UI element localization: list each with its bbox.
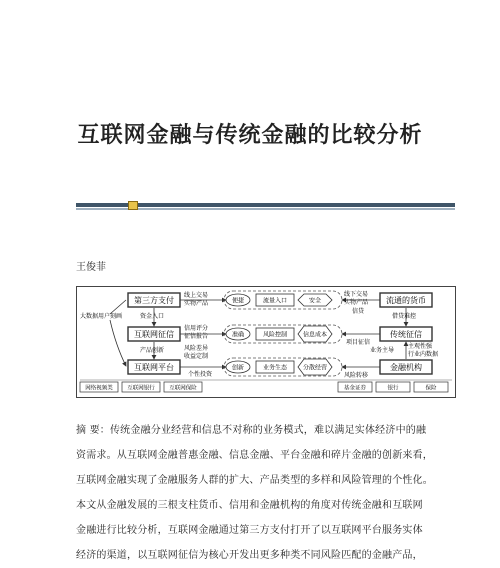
box-internet-platform-label: 互联网平台 [134,363,174,372]
box-financial-institution-label: 金融机构 [390,363,422,372]
bottom-insurance-label: 保险 [425,385,437,392]
label-product-innovation: 产品创新 [140,347,165,354]
label-fund-entry: 资金入口 [140,313,165,320]
box-traditional-credit-label: 传统征信 [390,330,422,339]
abstract-label: 摘 要： [76,425,110,436]
label-individual-invest: 个性投资 [188,371,213,378]
box-internet-credit-label: 互联网征信 [134,330,174,339]
label-return-custom: 收益定制 [184,353,209,360]
label-physical-product: 实物产品 [184,300,209,307]
oval-convenient-label: 便捷 [231,297,245,305]
bottom-bank-label: 银行 [387,385,399,392]
hex-info-cost-label: 信息成本 [302,331,328,339]
abstract-line: 互联网金融实现了金融服务人群的扩大、产品类型的多样和风险管理的个性化。 [76,475,433,486]
bottom-network-video-label: 网络视频类 [85,385,113,392]
label-offline-trade: 线下交易 [344,291,369,298]
box-risk-control-label: 风险控制 [262,331,288,339]
label-credit: 信贷 [352,308,365,315]
label-online-trade: 线上交易 [184,292,209,299]
abstract-line: 金融进行比较分析，互联网金融通过第三方支付打开了以互联网平台服务实体 [76,525,423,536]
hex-security-label: 安全 [308,297,322,305]
label-credit-score: 信用评分 [184,325,209,332]
label-business-led: 业务主导 [370,347,395,354]
label-risk-transfer: 风险转移 [344,372,369,379]
box-traffic-entry-label: 流量入口 [262,297,288,305]
label-lending-hard: 借贷难控 [392,313,417,320]
oval-innovative-label: 创新 [231,364,245,372]
bottom-fund-securities-label: 基金证券 [343,385,367,392]
author-name: 王俊菲 [76,262,106,273]
abstract-line: 经济的渠道，以互联网征信为核心开发出更多种类不同风险匹配的金融产品， [76,550,423,561]
label-risk-diff: 风险差异 [184,345,209,352]
bottom-internet-bank-label: 互联网银行 [127,385,155,392]
box-third-party-pay-label: 第三方支付 [134,296,174,305]
hex-decentral-label: 分散经营 [302,364,328,372]
bottom-internet-insurance-label: 互联网保险 [169,385,197,392]
label-project-credit: 项目征信 [346,339,371,346]
oval-accurate-label: 准确 [231,331,245,339]
abstract-line: 摘 要：传统金融分业经营和信息不对称的业务模式，难以满足实体经济中的融 [76,425,427,436]
rule-badge [128,201,138,210]
label-subjective: 主观性强 [408,343,433,350]
abstract [76,418,456,568]
abstract-line: 本文从金融发展的三根支柱货币、信用和金融机构的角度对传统金融和互联网 [76,500,423,511]
paper-title: 互联网金融与传统金融的比较分析 [77,122,423,148]
label-credit-report: 征信报告 [184,333,209,340]
comparison-diagram [76,286,456,398]
box-business-ecosystem-label: 业务生态 [262,364,288,372]
box-circulating-currency-label: 流通的货币 [386,296,426,305]
label-industry-data: 行业内数据 [408,351,439,358]
label-big-data: 大数据用户刻画 [80,313,123,320]
abstract-line: 资需求。从互联网金融普惠金融、信息金融、平台金融和碎片金融的创新来看， [76,450,433,461]
label-physical-product-right: 实物产品 [344,299,369,306]
